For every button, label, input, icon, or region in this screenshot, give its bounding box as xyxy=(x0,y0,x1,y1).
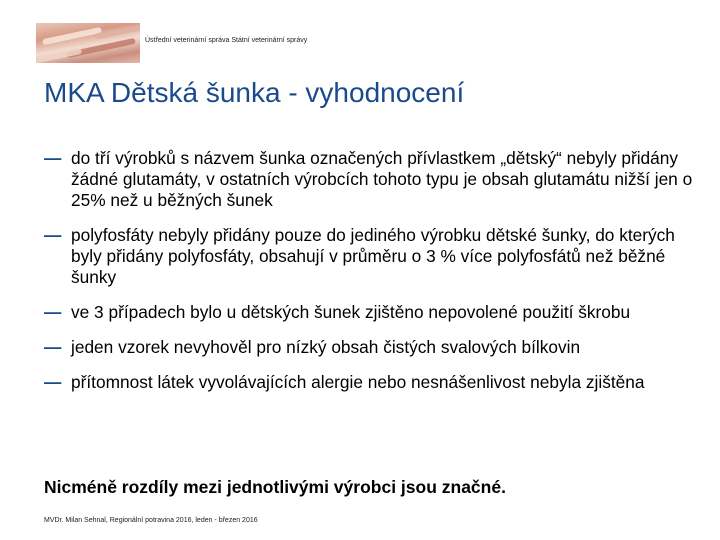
bullet-text: jeden vzorek nevyhověl pro nízký obsah čistých svalových bílkovin xyxy=(71,337,581,357)
bullet-text: do tří výrobků s názvem šunka označených přívlastkem „dětský“ nebyly přidány žádné glutamáty, v ostatních výrobcích tohoto typu je obsah glutamátu nižší jen o 25% než u běžných šunek xyxy=(71,148,693,210)
header-photo xyxy=(36,23,140,63)
slide-title: MKA Dětská šunka - vyhodnocení xyxy=(44,77,465,108)
bullet-item xyxy=(44,225,694,288)
bullet-dash: — xyxy=(44,337,62,357)
bullet-dash: — xyxy=(44,302,62,322)
bullet-item xyxy=(44,302,694,323)
bullet-dash: — xyxy=(44,225,62,245)
bullet-text: ve 3 případech bylo u dětských šunek zjištěno nepovolené použití škrobu xyxy=(71,302,631,322)
header-organization: Ústřední veterinární správa Státní veterinární správy xyxy=(145,37,308,44)
bullet-item xyxy=(44,337,694,358)
bullet-dash: — xyxy=(44,372,62,392)
conclusion-text: Nicméně rozdíly mezi jednotlivými výrobci jsou značné. xyxy=(44,477,506,497)
footer-text: MVDr. Milan Sehnal, Regionální potravina 2016, leden - březen 2016 xyxy=(44,517,258,524)
bullet-text: polyfosfáty nebyly přidány pouze do jediného výrobku dětské šunky, do kterých byly přidány polyfosfáty, obsahují v průměru o 3 % více polyfosfátů než běžné šunky xyxy=(71,225,675,287)
bullet-item xyxy=(44,148,694,211)
bullet-text: přítomnost látek vyvolávajících alergie nebo nesnášenlivost nebyla zjištěna xyxy=(71,372,645,392)
bullet-item xyxy=(44,372,694,393)
bullet-dash: — xyxy=(44,148,62,168)
bullet-list xyxy=(44,148,694,407)
